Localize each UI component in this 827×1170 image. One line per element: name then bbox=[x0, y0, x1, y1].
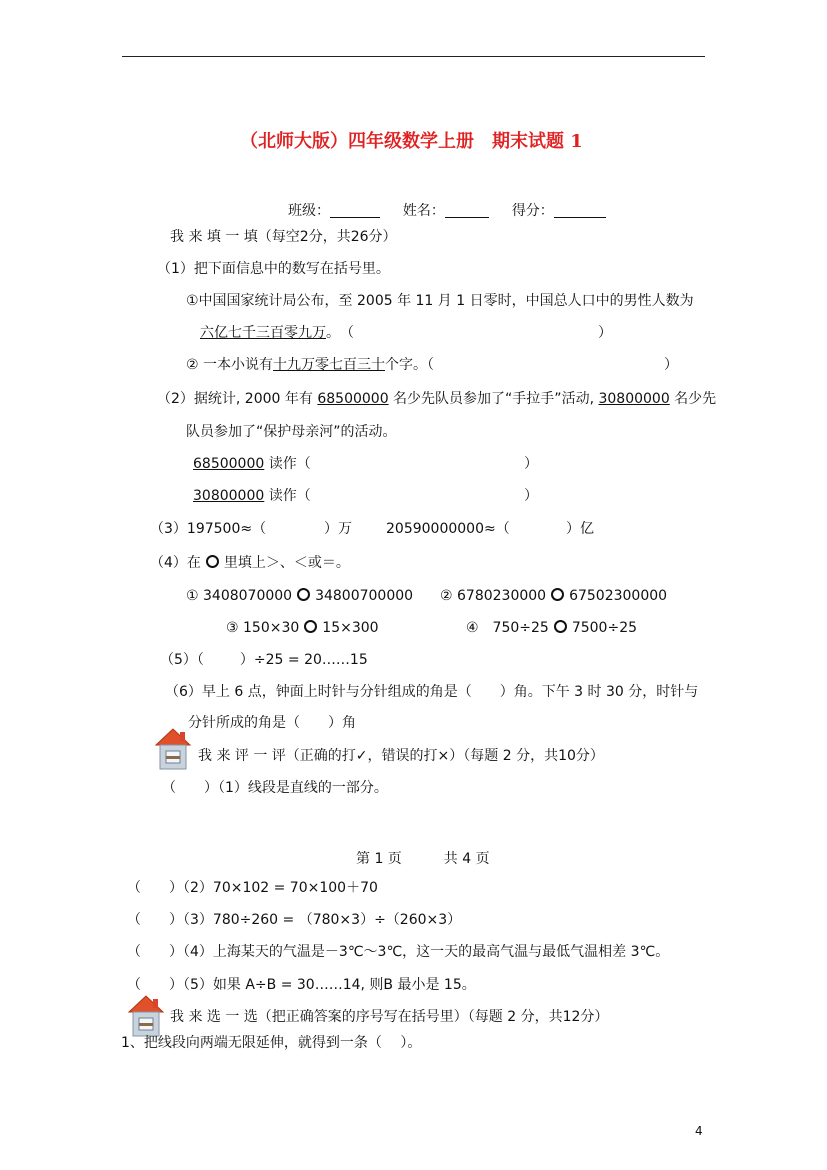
choose-1: 1、把线段向两端无限延伸，就得到一条（ ）。 bbox=[121, 1035, 422, 1051]
judge-1: （ ）（1）线段是直线的一部分。 bbox=[162, 780, 388, 796]
compare-circle-icon[interactable] bbox=[297, 588, 310, 601]
question-1a-line2 bbox=[200, 326, 354, 340]
header-rule bbox=[122, 56, 705, 57]
compare-3-left: ③ 150×30 bbox=[226, 620, 300, 636]
question-3b-close: ）亿 bbox=[566, 521, 594, 537]
compare-4-left: ④ 750÷25 bbox=[466, 620, 549, 636]
compare-1-right: 34800700000 bbox=[315, 588, 414, 604]
question-3b: 20590000000≈（ bbox=[386, 521, 510, 537]
class-field[interactable] bbox=[330, 202, 380, 218]
compare-circle-icon bbox=[206, 555, 219, 568]
question-1: （1）把下面信息中的数写在括号里。 bbox=[157, 261, 390, 277]
name-field[interactable] bbox=[445, 202, 489, 218]
q5-open: （5）（ bbox=[160, 652, 204, 668]
q1a-number-words: 六亿七千三百零九万 bbox=[200, 325, 326, 341]
question-2-line2: 队员参加了“保护母亲河”的活动。 bbox=[186, 424, 397, 440]
judge-5: （ ）（5）如果 A÷B = 30……14, 则B 最小是 15。 bbox=[127, 977, 476, 993]
section-judge-heading: 我 来 评 一 评（正确的打✓，错误的打×）（每题 2 分，共10分） bbox=[198, 748, 604, 764]
question-2-line1 bbox=[157, 392, 716, 406]
compare-1 bbox=[186, 588, 413, 603]
score-field[interactable] bbox=[554, 202, 606, 218]
judge-3: （ ）（3）780÷260 = （780×3）÷（260×3） bbox=[127, 912, 462, 928]
house-icon bbox=[154, 727, 192, 771]
q1b-close: ） bbox=[664, 357, 678, 373]
page-number: 4 bbox=[695, 1124, 703, 1138]
question-1b bbox=[186, 358, 434, 372]
compare-circle-icon[interactable] bbox=[304, 620, 317, 633]
read-2-number: 30800000 bbox=[193, 488, 265, 504]
name-label: 姓名： bbox=[402, 203, 445, 219]
compare-1-left: ① 3408070000 bbox=[186, 588, 293, 604]
read-row-1 bbox=[193, 457, 311, 471]
q4-prefix: （4）在 bbox=[150, 555, 201, 571]
read-1-number: 68500000 bbox=[193, 456, 265, 472]
read-1-close: ） bbox=[524, 456, 538, 472]
q1b-prefix: ② 一本小说有 bbox=[186, 357, 274, 373]
q4-tail: 里填上＞、＜或＝。 bbox=[223, 555, 350, 571]
student-info-row bbox=[288, 202, 606, 218]
read-2-label: 读作（ bbox=[264, 488, 311, 504]
section-fill-heading: 我 来 填 一 填（每空2分，共26分） bbox=[170, 229, 397, 245]
question-1a-line1: ①中国国家统计局公布，至 2005 年 11 月 1 日零时，中国总人口中的男性人数为 bbox=[186, 293, 694, 309]
question-5 bbox=[160, 653, 368, 667]
question-6-line1: （6）早上 6 点，钟面上时针与分针组成的角是（ ）角。下午 3 时 30 分，时针与 bbox=[165, 684, 699, 700]
section-choose-heading: 我 来 选 一 选（把正确答案的序号写在括号里）（每题 2 分，共12分） bbox=[170, 1009, 609, 1025]
read-2-close: ） bbox=[524, 488, 538, 504]
judge-4: （ ）（4）上海某天的气温是－3℃～3℃，这一天的最高气温与最低气温相差 3℃。 bbox=[127, 944, 670, 960]
q2-middle: 名少先队员参加了“手拉手”活动, bbox=[388, 391, 599, 407]
compare-circle-icon[interactable] bbox=[551, 588, 564, 601]
page-footer: 第 1 页 共 4 页 bbox=[356, 851, 490, 867]
compare-3-right: 15×300 bbox=[322, 620, 379, 636]
score-label: 得分： bbox=[511, 203, 554, 219]
q1b-tail: 个字。（ bbox=[385, 357, 435, 373]
judge-2: （ ）（2）70×102 = 70×100＋70 bbox=[127, 880, 378, 896]
question-6-line2: 分针所成的角是（ ）角 bbox=[188, 715, 356, 731]
q2-prefix: （2）据统计, 2000 年有 bbox=[157, 391, 318, 407]
compare-3 bbox=[226, 620, 379, 635]
question-3a: （3）197500≈（ bbox=[150, 521, 267, 537]
question-4 bbox=[150, 555, 350, 570]
compare-4 bbox=[466, 620, 637, 635]
compare-circle-icon[interactable] bbox=[554, 620, 567, 633]
compare-2-right: 67502300000 bbox=[569, 588, 668, 604]
q1a-close: ） bbox=[598, 325, 612, 341]
q1b-number-words: 十九万零七百三十 bbox=[273, 357, 386, 373]
q5-rest: ）÷25 = 20……15 bbox=[239, 652, 368, 668]
q2-number-2: 30800000 bbox=[598, 391, 670, 407]
compare-2-left: ② 6780230000 bbox=[440, 588, 547, 604]
compare-4-right: 7500÷25 bbox=[571, 620, 638, 636]
read-1-label: 读作（ bbox=[264, 456, 311, 472]
compare-2 bbox=[440, 588, 667, 603]
q2-number-1: 68500000 bbox=[317, 391, 389, 407]
read-row-2 bbox=[193, 489, 311, 503]
q2-end: 名少先 bbox=[669, 391, 717, 407]
page-title: （北师大版）四年级数学上册 期末试题 1 bbox=[240, 131, 583, 152]
q1a-tail: 。 （ bbox=[326, 325, 354, 341]
class-label: 班级： bbox=[288, 203, 330, 219]
house-icon bbox=[127, 994, 165, 1038]
question-3a-close: ）万 bbox=[324, 521, 352, 537]
